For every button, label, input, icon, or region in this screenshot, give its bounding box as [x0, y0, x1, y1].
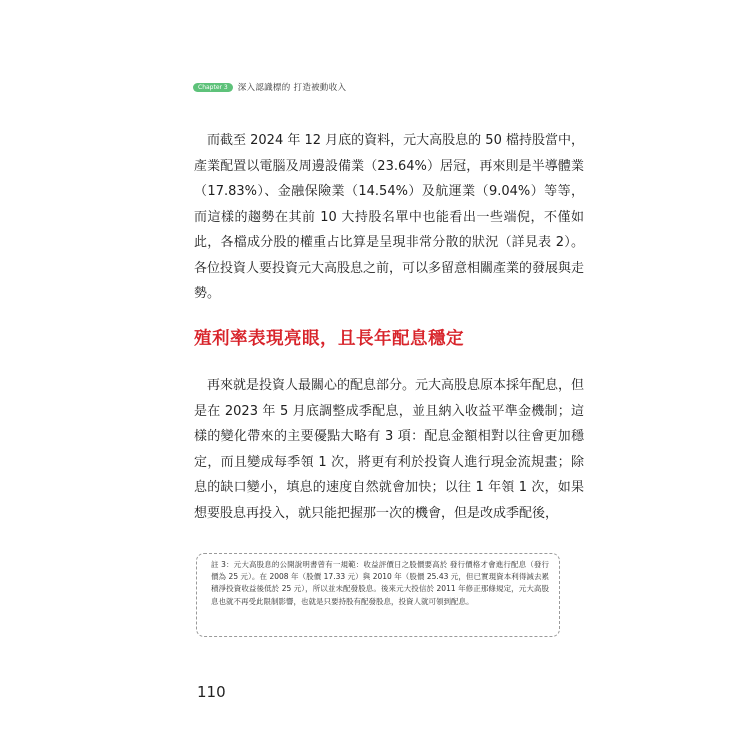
body-paragraph-2 [194, 373, 584, 526]
footnote-text: 註 3：元大高股息的公開說明書曾有一規範：收益評價日之股價要高於 發行價格才會進行配息（發行價為 25 元）。在 2008 年（股價 17.33 元）與 2010 年（股價 25.43 元，但已實現資本利得減去累積淨投資收益後低於 25 元），所以並未配發股息。後來元大投信於 2011 年修正那條規定，元大高股息也就不再受此限制影響，也就是只要持股有配發股息，投資人就可領到配息。 [211, 560, 549, 606]
page-number: 110 [197, 683, 226, 701]
paragraph-1-text: 而截至 2024 年 12 月底的資料，元大高股息的 50 檔持股當中，產業配置以電腦及周邊設備業（23.64%）居冠，再來則是半導體業（17.83%）、金融保險業（14.54%）及航運業（9.04%）等等，而這樣的趨勢在其前 10 大持股名單中也能看出一些端倪，不僅如此，各檔成分股的權重占比算是呈現非常分散的狀況（詳見表 2）。各位投資人要投資元大高股息之前，可以多留意相關產業的發展與走勢。 [194, 133, 585, 301]
paragraph-2-text: 再來就是投資人最關心的配息部分。元大高股息原本採年配息，但是在 2023 年 5 月底調整成季配息，並且納入收益平準金機制；這樣的變化帶來的主要優點大略有 3 項：配息金額相對以往會更加穩定，而且變成每季領 1 次，將更有利於投資人進行現金流規畫；除息的缺口變小，填息的速度自然就會加快；以往 1 年領 1 次，如果想要股息再投入，就只能把握那一次的機會，但是改成季配後， [194, 378, 585, 521]
footnote-box [196, 553, 560, 637]
body-paragraph-1 [194, 128, 584, 307]
chapter-badge: Chapter 3 [193, 83, 233, 92]
section-heading: 殖利率表現亮眼，且長年配息穩定 [194, 329, 464, 349]
running-header [193, 80, 346, 94]
chapter-title: 深入認識標的 打造被動收入 [237, 83, 347, 93]
